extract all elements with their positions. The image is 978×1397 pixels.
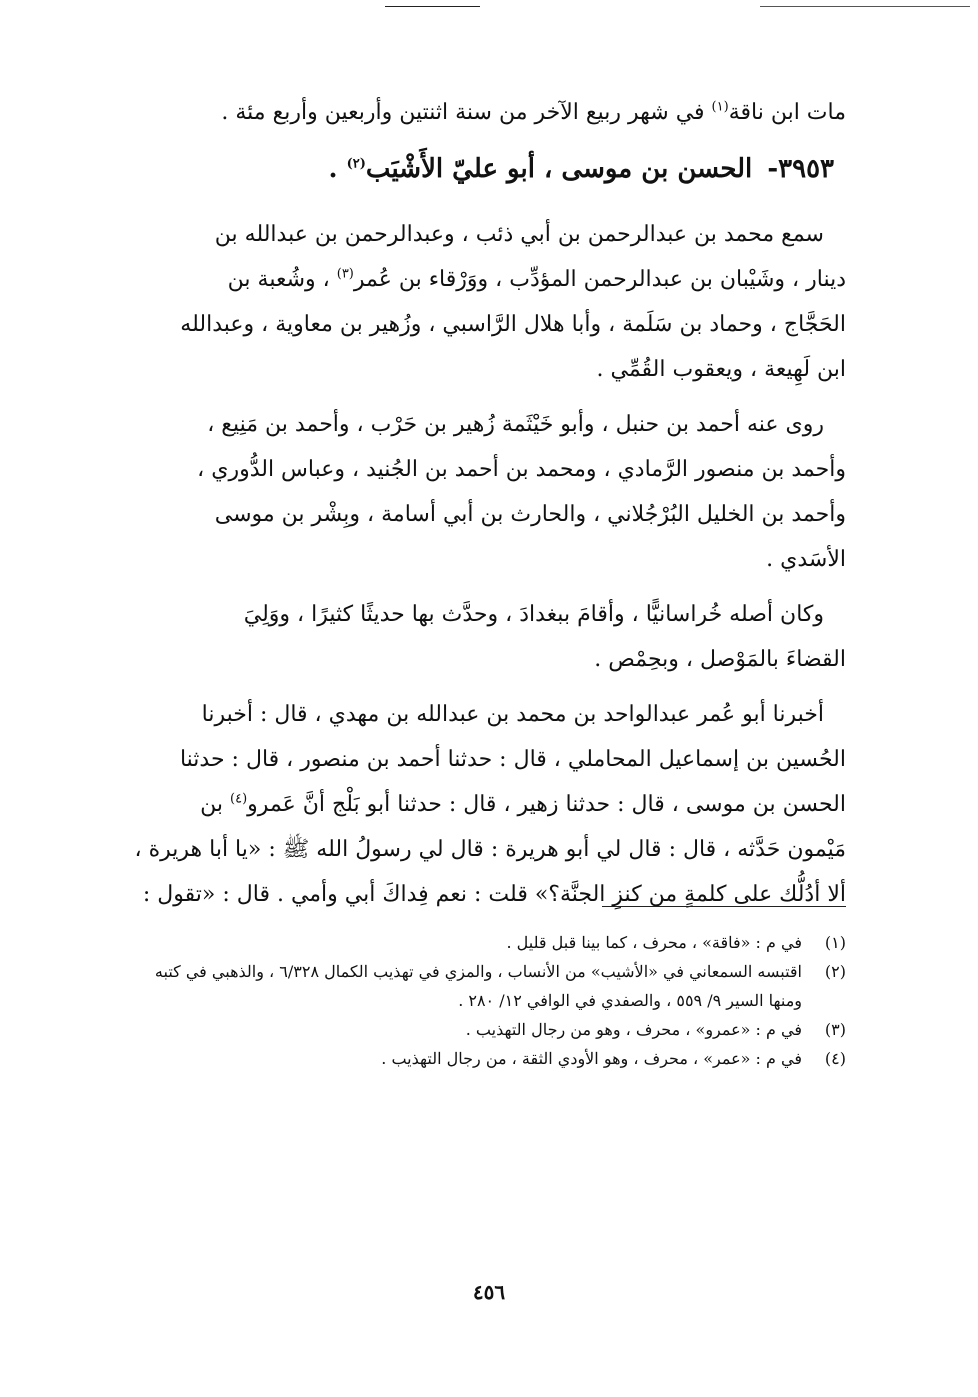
text-line: الحُسين بن إسماعيل المحاملي ، قال : حدثنا أحمد بن منصور ، قال : حدثنا	[179, 747, 846, 772]
intro-text: مات ابن ناقة	[728, 100, 846, 125]
page-number: ٤٥٦	[472, 1280, 506, 1304]
entry-name: الحسن بن موسى ، أبو عليّ الأَشْيَب	[365, 154, 753, 184]
footnote-number: (١)	[824, 933, 846, 952]
footnote-ref-3[interactable]: (٣)	[336, 266, 354, 282]
footnote-text: في م : «عمر» ، محرف ، وهو الأودي الثقة ، من رجال التهذيب .	[381, 1049, 802, 1068]
paragraph-origin	[128, 592, 846, 682]
footnotes	[128, 928, 846, 1073]
text-line	[128, 782, 846, 827]
footnote-text: في م : «عمرو» ، محرف ، وهو من رجال التهذيب .	[465, 1020, 802, 1039]
entry-number: ٣٩٥٣-	[767, 154, 834, 184]
text-line	[128, 257, 846, 302]
footnote-text: في م : «فاقة» ، محرف ، كما بينا قبل قليل .	[506, 933, 802, 952]
footnote-number: (٣)	[824, 1020, 846, 1039]
footnote-item	[128, 1044, 846, 1073]
text-line: ابن لَهِيعة ، ويعقوب القُمِّي .	[596, 357, 846, 382]
text-span: دينار ، وشَيْبان بن عبدالرحمن المؤدِّب ، ووَرْقاء بن عُمر	[353, 267, 846, 292]
text-line: مَيْمون حَدَّثه ، قال : قال لي أبو هريرة : قال لي رسولُ الله ﷺ : «يا أبا هريرة ،	[134, 837, 846, 862]
footnote-ref-1[interactable]: (١)	[711, 99, 729, 115]
text-line: القضاءَ بالمَوْصل ، وبحِمْص .	[594, 647, 846, 672]
paragraph-hadith	[128, 692, 846, 917]
top-rule-left	[385, 0, 480, 7]
text-line: وأحمد بن منصور الرَّمادي ، ومحمد بن أحمد بن الجُنيد ، وعباس الدُّوري ،	[197, 457, 846, 482]
paragraph-teachers	[128, 212, 846, 392]
text-line: ألا أدُلُّك على كلمةٍ من كنزِ الجنَّة؟» قلت : نعم فِداكَ أبي وأمي . قال : «تقول :	[142, 882, 846, 907]
text-span: بن	[200, 792, 231, 817]
entry-heading	[128, 147, 846, 192]
text-span: ، وشُعبة بن	[227, 267, 337, 292]
paragraph-students	[128, 402, 846, 582]
text-line: وأحمد بن الخليل البُرْجُلاني ، والحارث بن أبي أسامة ، وبِشْر بن موسى	[214, 502, 846, 527]
text-line: الحَجَّاج ، وحماد بن سَلَمة ، وأبا هلال الرَّاسبي ، وزُهير بن معاوية ، وعبدالله	[180, 312, 846, 337]
text-line: روى عنه أحمد بن حنبل ، وأبو خَيْثَمة زُهير بن حَرْب ، وأحمد بن مَنِيع ،	[207, 412, 824, 437]
footnote-item	[128, 957, 846, 1015]
footnote-item	[128, 928, 846, 957]
footnote-separator	[602, 906, 846, 907]
footnote-number: (٤)	[824, 1049, 846, 1068]
text-line: أخبرنا أبو عُمر عبدالواحد بن محمد بن عبدالله بن مهدي ، قال : أخبرنا	[201, 702, 824, 727]
text-line: سمع محمد بن عبدالرحمن بن أبي ذئب ، وعبدالرحمن بن عبدالله بن	[214, 222, 824, 247]
footnote-number: (٢)	[824, 962, 846, 981]
text-line: الأسَدي .	[766, 547, 846, 572]
footnote-ref-2[interactable]: (٢)	[346, 156, 366, 172]
entry-end: .	[328, 154, 347, 184]
text-line: وكان أصله خُراسانيًّا ، وأقامَ ببغدادَ ، وحدَّث بها حديثًا كثيرًا ، ووَلِيَ	[243, 602, 824, 627]
intro-rest: في شهر ربيع الآخر من سنة اثنتين وأربعين وأربع مئة .	[221, 100, 712, 125]
footnote-text: اقتبسه السمعاني في «الأشيب» من الأنساب ، والمزي في تهذيب الكمال ٦/٣٢٨ ، والذهبي في كتبه ومنها السير ٩/ ٥٥٩ ، والصفدي في الوافي ١٢/ ٢٨٠ .	[154, 962, 802, 1010]
text-span: الحسن بن موسى ، قال : حدثنا زهير ، قال : حدثنا أبو بَلْج أنَّ عَمرو	[247, 792, 846, 817]
intro-line	[128, 90, 846, 135]
page-body	[128, 90, 846, 927]
top-rule-right	[760, 0, 970, 7]
footnote-item	[128, 1015, 846, 1044]
footnote-ref-4[interactable]: (٤)	[230, 791, 248, 807]
